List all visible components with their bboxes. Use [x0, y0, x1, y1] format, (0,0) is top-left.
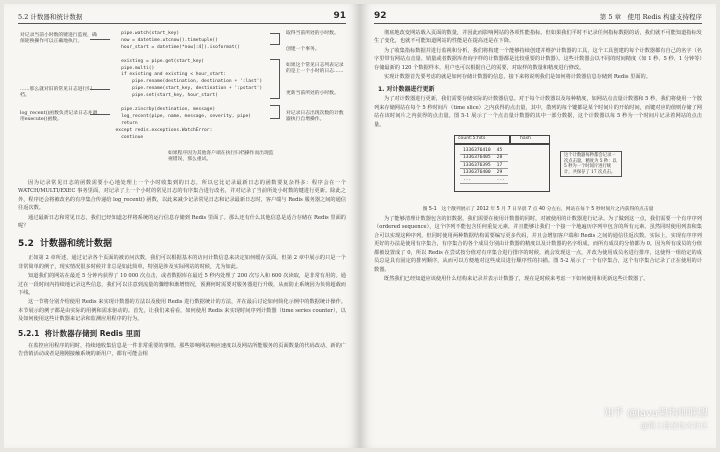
section-number: 5.2 [18, 239, 34, 250]
paragraph: 因为记录常见日志的函数需要小心地处理上一个小时收集到的日志，所以它比记录最新日志的函数要复杂得多：程序会在一个 WATCH/MULTI/EXEC 事务里面，对记录了上一个小时的常见日志的有序集合进行改名，并对记录了当前所处小时数的键进行更新。除此之外，程序还会将被改名的有序集合传递给 log_recent() 函数，以此来减少记录常见日志和记录最新日志时，客户端与 Redis 服务器之间的通信往返次数。 [18, 180, 346, 212]
note-retry: 如果程序因为其他客户端在执行归档操作而出现监视错误，那么重试。 [168, 151, 274, 163]
figure-hash-row [460, 161, 508, 168]
subsection-heading [18, 328, 346, 339]
figure-key-name: count:5:hits [458, 136, 486, 142]
figure-hash-value: 17 [494, 161, 508, 168]
figure-hash-field: 1336376395 [460, 161, 494, 168]
note-arrow [90, 114, 110, 115]
item-heading: 1. 对计数器进行更新 [378, 86, 435, 94]
note-transaction: 创建一个事务。 [286, 47, 320, 52]
book-spread [4, 4, 716, 448]
figure-caption: 图 5-1 这个散列展示了 2012 年 5 月 7 日早晨 7 点 40 分左右，网站在每个 5 秒时间片之内获得的点击量 [422, 207, 654, 213]
right-page [360, 4, 716, 448]
figure-type-label: hash [520, 136, 532, 142]
right-page-header [374, 12, 702, 24]
paragraph: 既然我们已经知道应该使用什么结构来记录并表示计数器了，现在是时候来考虑一下如何使用和更新这些计数器了。 [384, 275, 649, 282]
figure-callout: 这个计数器每秒都会记录一次点击量，精度为 5 秒：以 5 秒为一个时间片进行统计，共保存了 17 次点击。 [560, 151, 622, 177]
paragraph: 正如第 2 章所述，通过记录各个页面的被访问次数，我们可以根据基本的访问计数信息来决定如何缓存页面。但第 2 章中展示的只是一个非常简单的例子，现实情况很多时候并非总是如此简单，特别是涉及实际网站的时候，尤为如此。 [18, 255, 346, 270]
figure-hash-value: ... [494, 176, 508, 183]
figure-5-1 [374, 131, 702, 203]
note-watch: 对记录当前小时数的键进行监视，确保轮换操作可以正确地执行。 [20, 33, 97, 45]
note-bracket [270, 33, 280, 45]
figure-hash-field: ... [460, 176, 494, 183]
note-increment: 对记录日志出现次数的计数器执行自增操作。 [286, 111, 344, 123]
figure-hash-table [460, 147, 508, 183]
right-page-number: 92 [374, 11, 387, 21]
note-arrow [90, 89, 110, 90]
paragraph: 通过最新日志和常见日志，我们已经知道怎样将系统的运行信息存储到 Redis 里面了。那么还有什么其他信息是适合存储在 Redis 里面的呢？ [18, 214, 346, 230]
figure-hash-row [460, 154, 508, 161]
figure-hash-field: 1336376405 [460, 154, 494, 161]
figure-hash-value: 45 [494, 147, 508, 154]
left-page [4, 4, 360, 448]
paragraph: 知道我们的网站在最近 5 分钟内获得了 10 000 次点击，或者数据库在最近 5 秒内处理了 200 次写入和 600 次读取，是非常有用的。通过在一段时间内持续地记录这些信息，我们可以注意到流量的骤增和渐增情况，预测何时需要对服务器进行升级，从而防止系统因为负荷超载而下线。 [18, 273, 346, 297]
note-log-recent: log_recent()函数负责记录日志并调用execute()函数。 [20, 111, 98, 123]
section-heading [18, 236, 346, 249]
code-listing-area [18, 29, 346, 179]
note-prev-hour: 如果这个常见日志列表记录的是上一个小时的日志…… [286, 63, 344, 75]
paragraph: 为了能够清理计数器包含的旧数据，我们需要在使用计数器的同时，对被使用的计数器进行记录。为了做到这一点，我们需要一个有序序列（ordered sequence），这个序列不能包含任何重复元素，并且能够让我们一个接一个地遍历序列中包含的所有元素。虽然同时使用列表和集合可以实现这种序列，但同时使用两种数据结构需要编写更多代码，并且会增加客户端和 Redis 之间的通信往返次数。实际上，实现有序序列更好的办法是使用有序集合，有序集合的各个成员分别由计数器的精度以及计数器的名字组成，而所有成员的分值都为 0。因为所有成员的分值都被设置成了 0，所以 Redis 在尝试按分值对有序集合进行排序的时候，就会发现这一点，并改为使用成员名进行排序，这使得一组给定的成员总是具有固定的排列顺序，从而可以方便地对这些成员进行顺序性的扫描。图 5-2 展示了一个有序集合，这个有序集合记录了正在使用的计数器。 [374, 216, 702, 273]
paragraph: 彻底地改变网站载入页面的数量，并因此而影响网站的各项性能指标。但如果我们平时不记录任何指标数据的话，我们就不可能知道指标发生了变化，也就不可能知道网站的性能是在提高还是在下降。 [374, 30, 702, 45]
paragraph: 这一节将分别介绍使用 Redis 来实现计数器的方法以及使用 Redis 进行数据统计的方法，并在最后讨论如何简化示例中的数据统计操作。本节展示的例子都是由实际的用例和需求驱动的。首先，让我们来看看，如何使用 Redis 来实现时间序列计数器（time series counter），以及如何使用这些计数器来记录和监测应用程序的行为。 [18, 299, 346, 323]
figure-hash-row [460, 176, 508, 183]
section-title: 计数器和统计数据 [39, 239, 112, 250]
watermark-line-1: 知乎 @Java架构师联盟 [603, 408, 708, 419]
figure-hash-field: 1336376400 [460, 169, 494, 176]
subsection-title: 将计数器存储到 Redis 里面 [44, 328, 141, 338]
watermark-line-2: @稀土掘金技术社区 [640, 421, 708, 430]
figure-hash-value: 29 [494, 169, 508, 176]
note-update-hour: 更新当前所处的小时数。 [286, 91, 339, 96]
note-arrow [90, 39, 110, 40]
subsection-number: 5.2.1 [18, 328, 40, 338]
note-bracket [270, 105, 280, 119]
paragraph: 为了对计数器进行更新，我们需要存储实际的计数器信息。对于每个计数器以及每种精度，如网站点击量计数器和 5 秒，我们将使用一个散列来存储网站在每个 5 秒时间片（time slice）之内获得的点击量，其中，散列的每个键都是某个时间片的开始时间，而键对应的值则存储了网站在该时间片之内获得的点击量。图 5-1 展示了一个点击量计数器的其中一部分数据，这个计数器以每 5 秒为一个时间片记录着网站的点击量。 [374, 96, 702, 128]
left-page-number: 91 [333, 11, 346, 21]
note-archive: ……那么就对旧的常见日志进行归档。 [20, 87, 92, 99]
note-current-hour: 取得当前所处的小时数。 [286, 31, 339, 36]
paragraph: 为了收集指标数据并进行监视和分析，我们将构建一个能够持续创建并维护计数器的工具，这个工具创建的每个计数器都有自己的名字（名字里带有网站点击量、销量或者数据库查询字样的计数器都是比较重要的计数器）。这些计数器会以不同的时间精度（如 1 秒、5 秒、1 分钟等）存储最新的 120 个数据样本，用户也可以根据自己的需要，对取样的数量和精度进行修改。 [374, 47, 702, 71]
figure-hash-field: 1336376410 [460, 147, 494, 154]
watermark [604, 408, 708, 432]
paragraph: 在监控应用程序的同时，持续地收集信息是一件非常重要的事情。那些影响网站响应速度以及网站所能服务的页面数量的代码改动、新的广告营销活动或者是刚刚接触系统的新用户，都有可能会相 [18, 342, 346, 358]
figure-hash-row [460, 147, 508, 154]
figure-hash-row [460, 169, 508, 176]
code-listing: pipe.watch(start_key) now = datetime.utcnow().timetuple() hour_start = datetime(*now[:4]).isoformat() existing = pipe.get(start_key) pipe.multi() if existing and existing < hour_start: pipe.rename(destination, destination + ':last') pipe.rename(start_key, destination + ':pstart') pipe.set(start_key, hour_start) pipe.zincrby(destination, message) log_recent(pipe, name, message, severity, pipe) return except redis.exceptions.WatchError: continue [115, 31, 263, 140]
left-header-section: 5.2 计数器和统计数据 [18, 13, 83, 21]
paragraph: 实现计数器首先要考虑的就是如何存储计数器的信息，接下来将说明我们是如何将计数器信息存储到 Redis 里面的。 [384, 74, 651, 81]
figure-hash-value: 28 [494, 154, 508, 161]
note-bracket [270, 59, 280, 99]
right-header-chapter: 第 5 章 使用 Redis 构建支持程序 [599, 13, 702, 21]
left-page-header [18, 12, 346, 24]
